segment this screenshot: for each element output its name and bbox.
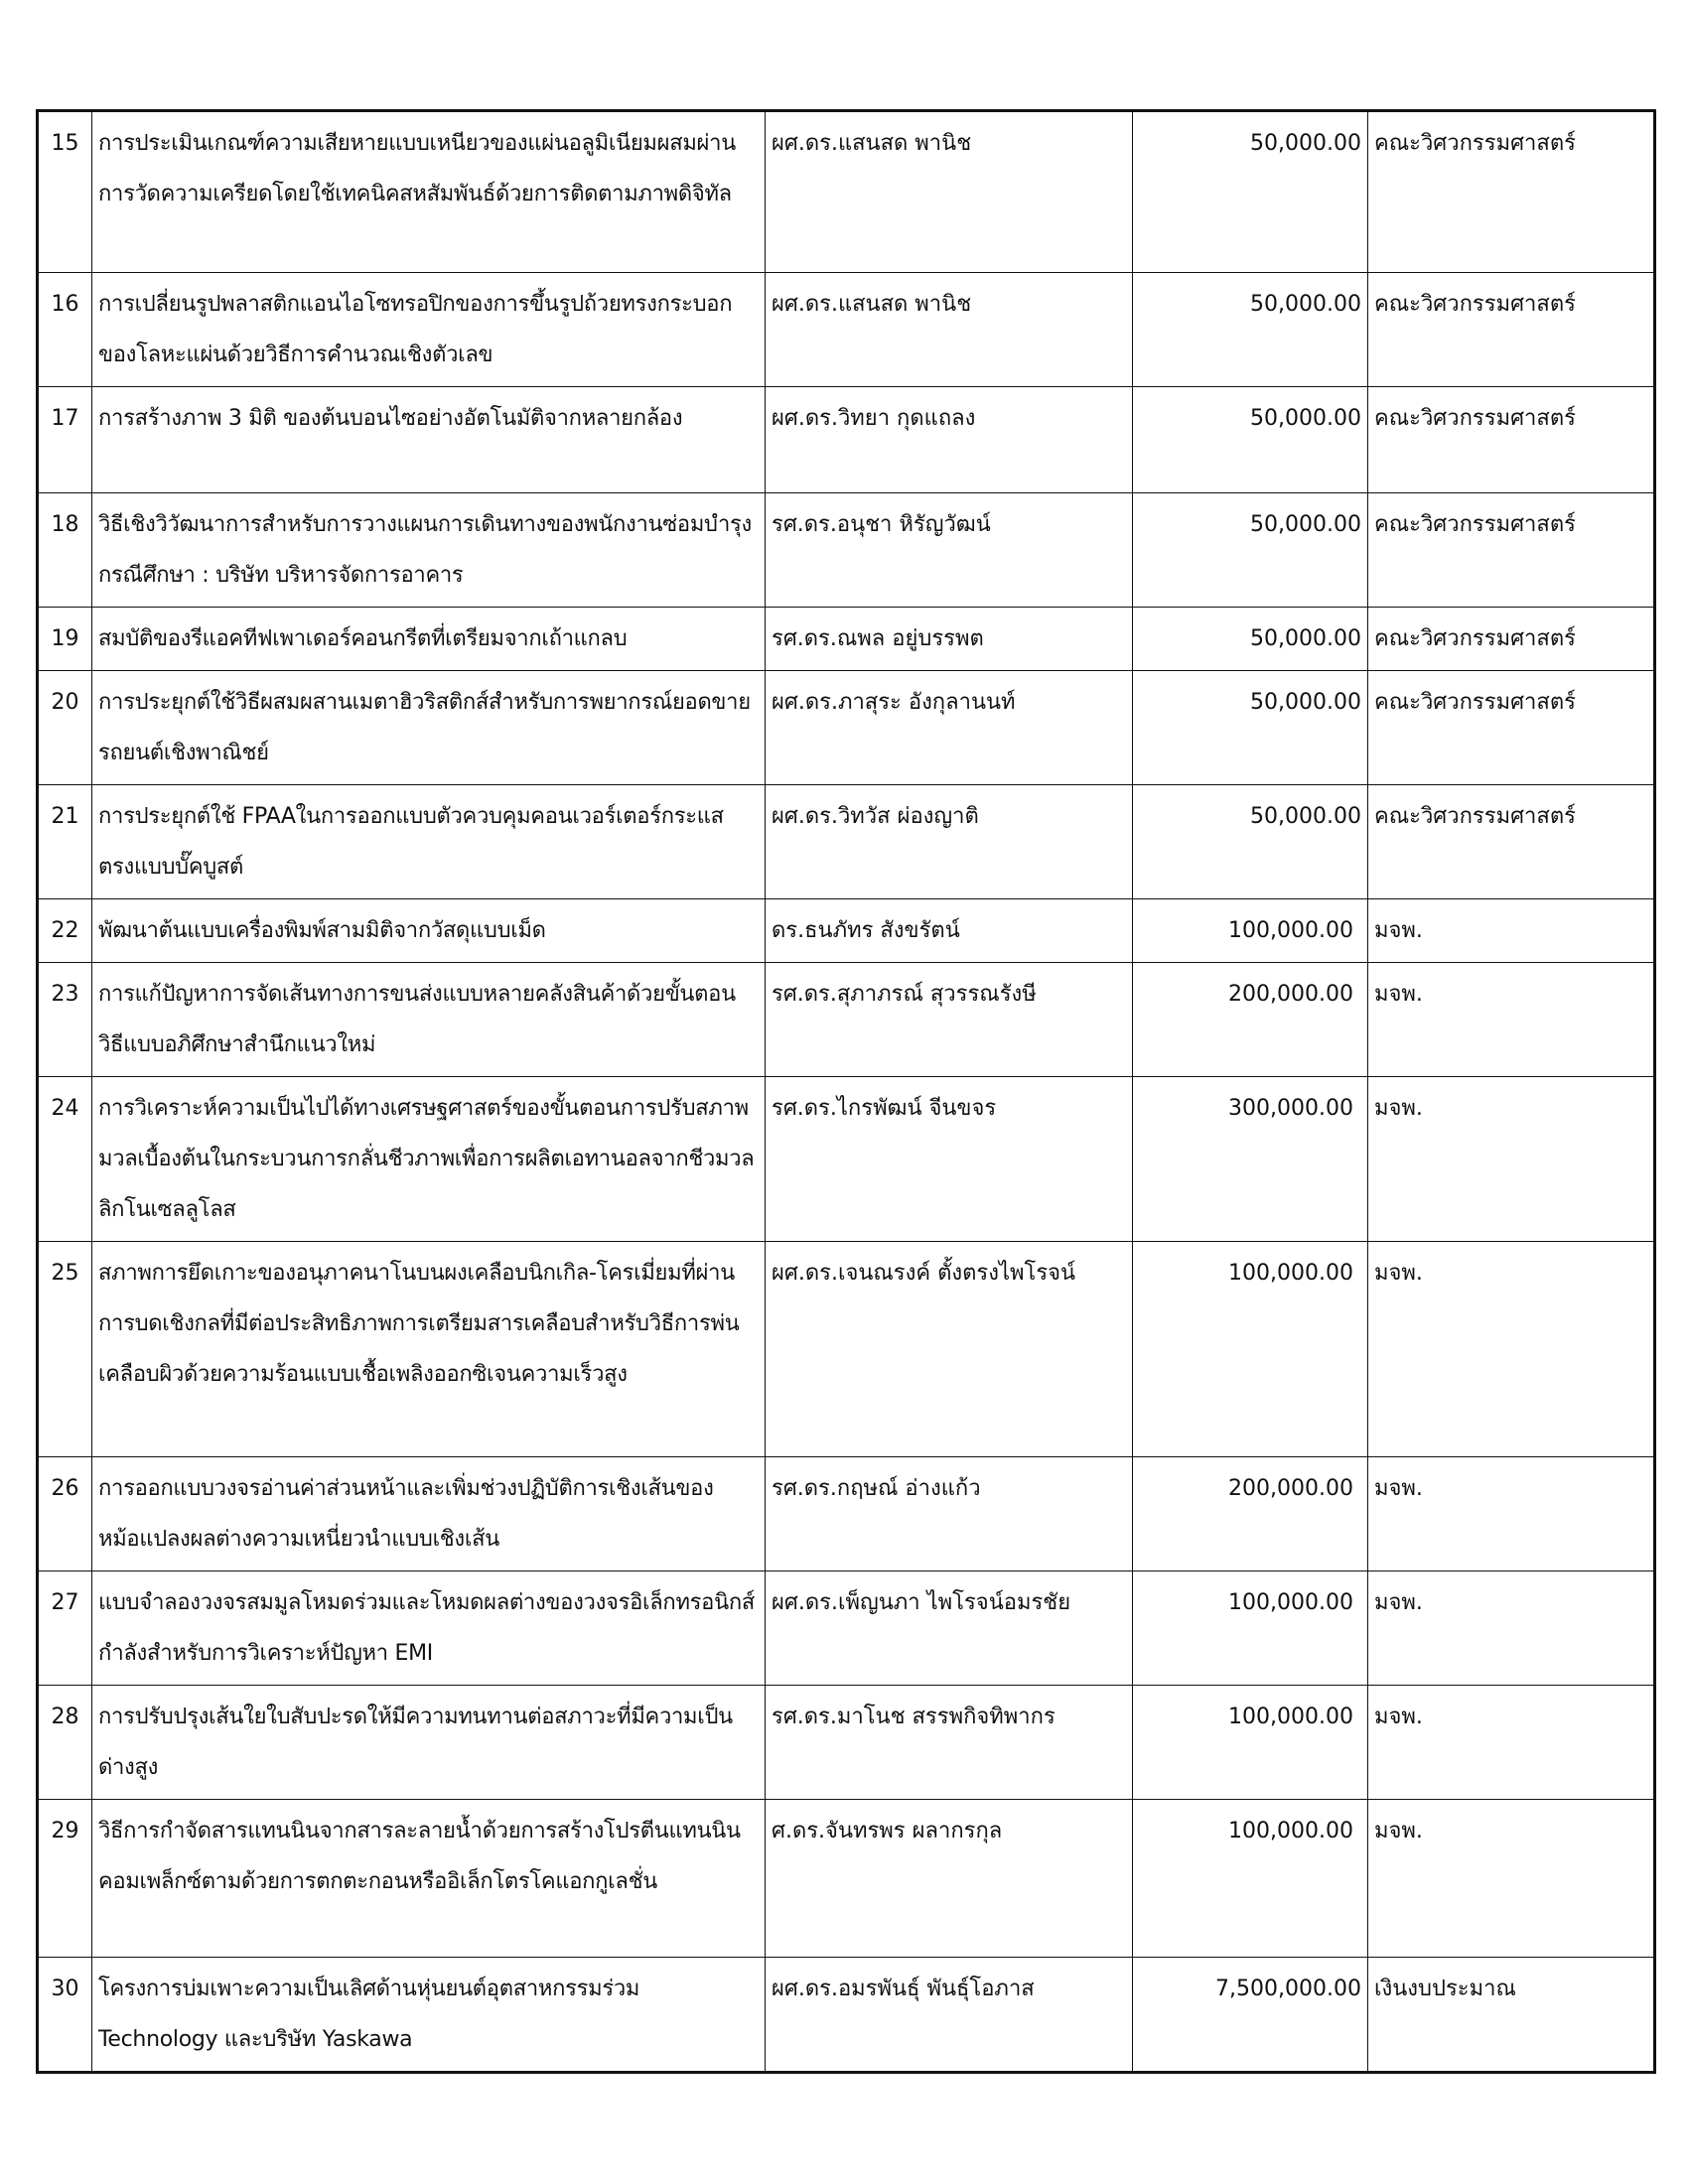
researcher-name: รศ.ดร.ไกรพัฒน์ จีนขจร [766, 1077, 1133, 1242]
researcher-name: ผศ.ดร.เจนณรงค์ ตั้งตรงไพโรจน์ [766, 1242, 1133, 1457]
project-title: พัฒนาต้นแบบเครื่องพิมพ์สามมิติจากวัสดุแบบเม็ด [92, 899, 766, 963]
researcher-name: ผศ.ดร.วิทวัส ผ่องญาติ [766, 785, 1133, 899]
row-number: 19 [38, 608, 92, 671]
researcher-name: รศ.ดร.อนุชา หิรัญวัฒน์ [766, 493, 1133, 608]
researcher-name: ผศ.ดร.แสนสด พานิช [766, 111, 1133, 273]
project-title: การออกแบบวงจรอ่านค่าส่วนหน้าและเพิ่มช่วงปฏิบัติการเชิงเส้นของหม้อแปลงผลต่างความเหนี่ยวนำแบบเชิงเส้น [92, 1457, 766, 1571]
budget-amount: 7,500,000.00 [1133, 1958, 1368, 2073]
funding-source: มจพ. [1368, 1242, 1655, 1457]
row-number: 17 [38, 387, 92, 493]
table-row [38, 1800, 1655, 1958]
row-number: 16 [38, 273, 92, 387]
row-number: 26 [38, 1457, 92, 1571]
project-title: วิธีการกำจัดสารแทนนินจากสารละลายน้ำด้วยการสร้างโปรตีนแทนนินคอมเพล็กซ์ตามด้วยการตกตะกอนหรืออิเล็กโตรโคแอกกูเลชั่น [92, 1800, 766, 1958]
row-number: 25 [38, 1242, 92, 1457]
budget-amount: 100,000.00 [1133, 1686, 1368, 1800]
funding-source: มจพ. [1368, 1077, 1655, 1242]
funding-source: คณะวิศวกรรมศาสตร์ [1368, 387, 1655, 493]
project-title: การสร้างภาพ 3 มิติ ของต้นบอนไซอย่างอัตโนมัติจากหลายกล้อง [92, 387, 766, 493]
table-row [38, 785, 1655, 899]
researcher-name: รศ.ดร.ณพล อยู่บรรพต [766, 608, 1133, 671]
researcher-name: ผศ.ดร.ภาสุระ อังกุลานนท์ [766, 671, 1133, 785]
table-row [38, 1457, 1655, 1571]
funding-source: มจพ. [1368, 963, 1655, 1077]
budget-amount: 50,000.00 [1133, 785, 1368, 899]
table-row [38, 1686, 1655, 1800]
row-number: 15 [38, 111, 92, 273]
project-title: สมบัติของรีแอคทีฟเพาเดอร์คอนกรีตที่เตรียมจากเถ้าแกลบ [92, 608, 766, 671]
budget-amount: 100,000.00 [1133, 1800, 1368, 1958]
budget-amount: 100,000.00 [1133, 899, 1368, 963]
researcher-name: ผศ.ดร.เพ็ญนภา ไพโรจน์อมรชัย [766, 1571, 1133, 1686]
project-title: วิธีเชิงวิวัฒนาการสำหรับการวางแผนการเดินทางของพนักงานซ่อมบำรุง กรณีศึกษา : บริษัท บริหารจัดการอาคาร [92, 493, 766, 608]
budget-amount: 200,000.00 [1133, 963, 1368, 1077]
funding-source: มจพ. [1368, 899, 1655, 963]
funding-source: เงินงบประมาณ [1368, 1958, 1655, 2073]
budget-amount: 50,000.00 [1133, 493, 1368, 608]
budget-amount: 200,000.00 [1133, 1457, 1368, 1571]
table-row [38, 1958, 1655, 2073]
funding-source: คณะวิศวกรรมศาสตร์ [1368, 111, 1655, 273]
project-title: การประยุกต์ใช้วิธีผสมผสานเมตาฮิวริสติกส์สำหรับการพยากรณ์ยอดขายรถยนต์เชิงพาณิชย์ [92, 671, 766, 785]
budget-amount: 300,000.00 [1133, 1077, 1368, 1242]
research-grants-table [36, 109, 1656, 2074]
row-number: 28 [38, 1686, 92, 1800]
researcher-name: รศ.ดร.สุภาภรณ์ สุวรรณรังษี [766, 963, 1133, 1077]
row-number: 27 [38, 1571, 92, 1686]
researcher-name: ผศ.ดร.วิทยา กุดแถลง [766, 387, 1133, 493]
table-row [38, 1571, 1655, 1686]
funding-source: คณะวิศวกรรมศาสตร์ [1368, 785, 1655, 899]
row-number: 24 [38, 1077, 92, 1242]
project-title: การแก้ปัญหาการจัดเส้นทางการขนส่งแบบหลายคลังสินค้าด้วยขั้นตอนวิธีแบบอภิศึกษาสำนึกแนวใหม่ [92, 963, 766, 1077]
budget-amount: 50,000.00 [1133, 671, 1368, 785]
budget-amount: 50,000.00 [1133, 273, 1368, 387]
funding-source: คณะวิศวกรรมศาสตร์ [1368, 273, 1655, 387]
project-title: การประยุกต์ใช้ FPAAในการออกแบบตัวควบคุมคอนเวอร์เตอร์กระแสตรงแบบบั๊คบูสต์ [92, 785, 766, 899]
row-number: 30 [38, 1958, 92, 2073]
funding-source: คณะวิศวกรรมศาสตร์ [1368, 608, 1655, 671]
researcher-name: ดร.ธนภัทร สังขรัตน์ [766, 899, 1133, 963]
researcher-name: ศ.ดร.จันทรพร ผลากรกุล [766, 1800, 1133, 1958]
project-title: สภาพการยึดเกาะของอนุภาคนาโนบนผงเคลือบนิกเกิล-โครเมี่ยมที่ผ่านการบดเชิงกลที่มีต่อประสิทธิภาพการเตรียมสารเคลือบสำหรับวิธีการพ่นเคลือบผิวด้วยความร้อนแบบเชื้อเพลิงออกซิเจนความเร็วสูง [92, 1242, 766, 1457]
table-row [38, 1077, 1655, 1242]
table-row [38, 963, 1655, 1077]
budget-amount: 50,000.00 [1133, 111, 1368, 273]
row-number: 18 [38, 493, 92, 608]
budget-amount: 100,000.00 [1133, 1242, 1368, 1457]
project-title: แบบจำลองวงจรสมมูลโหมดร่วมและโหมดผลต่างของวงจรอิเล็กทรอนิกส์กำลังสำหรับการวิเคราะห์ปัญหา EMI [92, 1571, 766, 1686]
row-number: 29 [38, 1800, 92, 1958]
row-number: 23 [38, 963, 92, 1077]
row-number: 20 [38, 671, 92, 785]
table-row [38, 1242, 1655, 1457]
project-title: การเปลี่ยนรูปพลาสติกแอนไอโซทรอปิกของการขึ้นรูปถ้วยทรงกระบอกของโลหะแผ่นด้วยวิธีการคำนวณเชิงตัวเลข [92, 273, 766, 387]
table-row [38, 608, 1655, 671]
table-row [38, 387, 1655, 493]
funding-source: มจพ. [1368, 1686, 1655, 1800]
row-number: 21 [38, 785, 92, 899]
budget-amount: 50,000.00 [1133, 387, 1368, 493]
table-row [38, 671, 1655, 785]
funding-source: คณะวิศวกรรมศาสตร์ [1368, 671, 1655, 785]
funding-source: มจพ. [1368, 1800, 1655, 1958]
project-title: การปรับปรุงเส้นใยใบสับปะรดให้มีความทนทานต่อสภาวะที่มีความเป็นด่างสูง [92, 1686, 766, 1800]
project-title: โครงการบ่มเพาะความเป็นเลิศด้านหุ่นยนต์อุตสาหกรรมร่วม Technology และบริษัท Yaskawa [92, 1958, 766, 2073]
budget-amount: 100,000.00 [1133, 1571, 1368, 1686]
project-title: การวิเคราะห์ความเป็นไปได้ทางเศรษฐศาสตร์ของขั้นตอนการปรับสภาพมวลเบื้องต้นในกระบวนการกลั่นชีวภาพเพื่อการผลิตเอทานอลจากชีวมวลลิกโนเซลลูโลส [92, 1077, 766, 1242]
table-row [38, 493, 1655, 608]
row-number: 22 [38, 899, 92, 963]
researcher-name: ผศ.ดร.แสนสด พานิช [766, 273, 1133, 387]
funding-source: มจพ. [1368, 1457, 1655, 1571]
table-row [38, 273, 1655, 387]
funding-source: คณะวิศวกรรมศาสตร์ [1368, 493, 1655, 608]
budget-amount: 50,000.00 [1133, 608, 1368, 671]
funding-source: มจพ. [1368, 1571, 1655, 1686]
project-title: การประเมินเกณฑ์ความเสียหายแบบเหนียวของแผ่นอลูมิเนียมผสมผ่านการวัดความเครียดโดยใช้เทคนิคสหสัมพันธ์ด้วยการติดตามภาพดิจิทัล [92, 111, 766, 273]
researcher-name: รศ.ดร.มาโนช สรรพกิจทิพากร [766, 1686, 1133, 1800]
researcher-name: รศ.ดร.กฤษณ์ อ่างแก้ว [766, 1457, 1133, 1571]
table-row [38, 111, 1655, 273]
table-row [38, 899, 1655, 963]
researcher-name: ผศ.ดร.อมรพันธุ์ พันธุ์โอภาส [766, 1958, 1133, 2073]
